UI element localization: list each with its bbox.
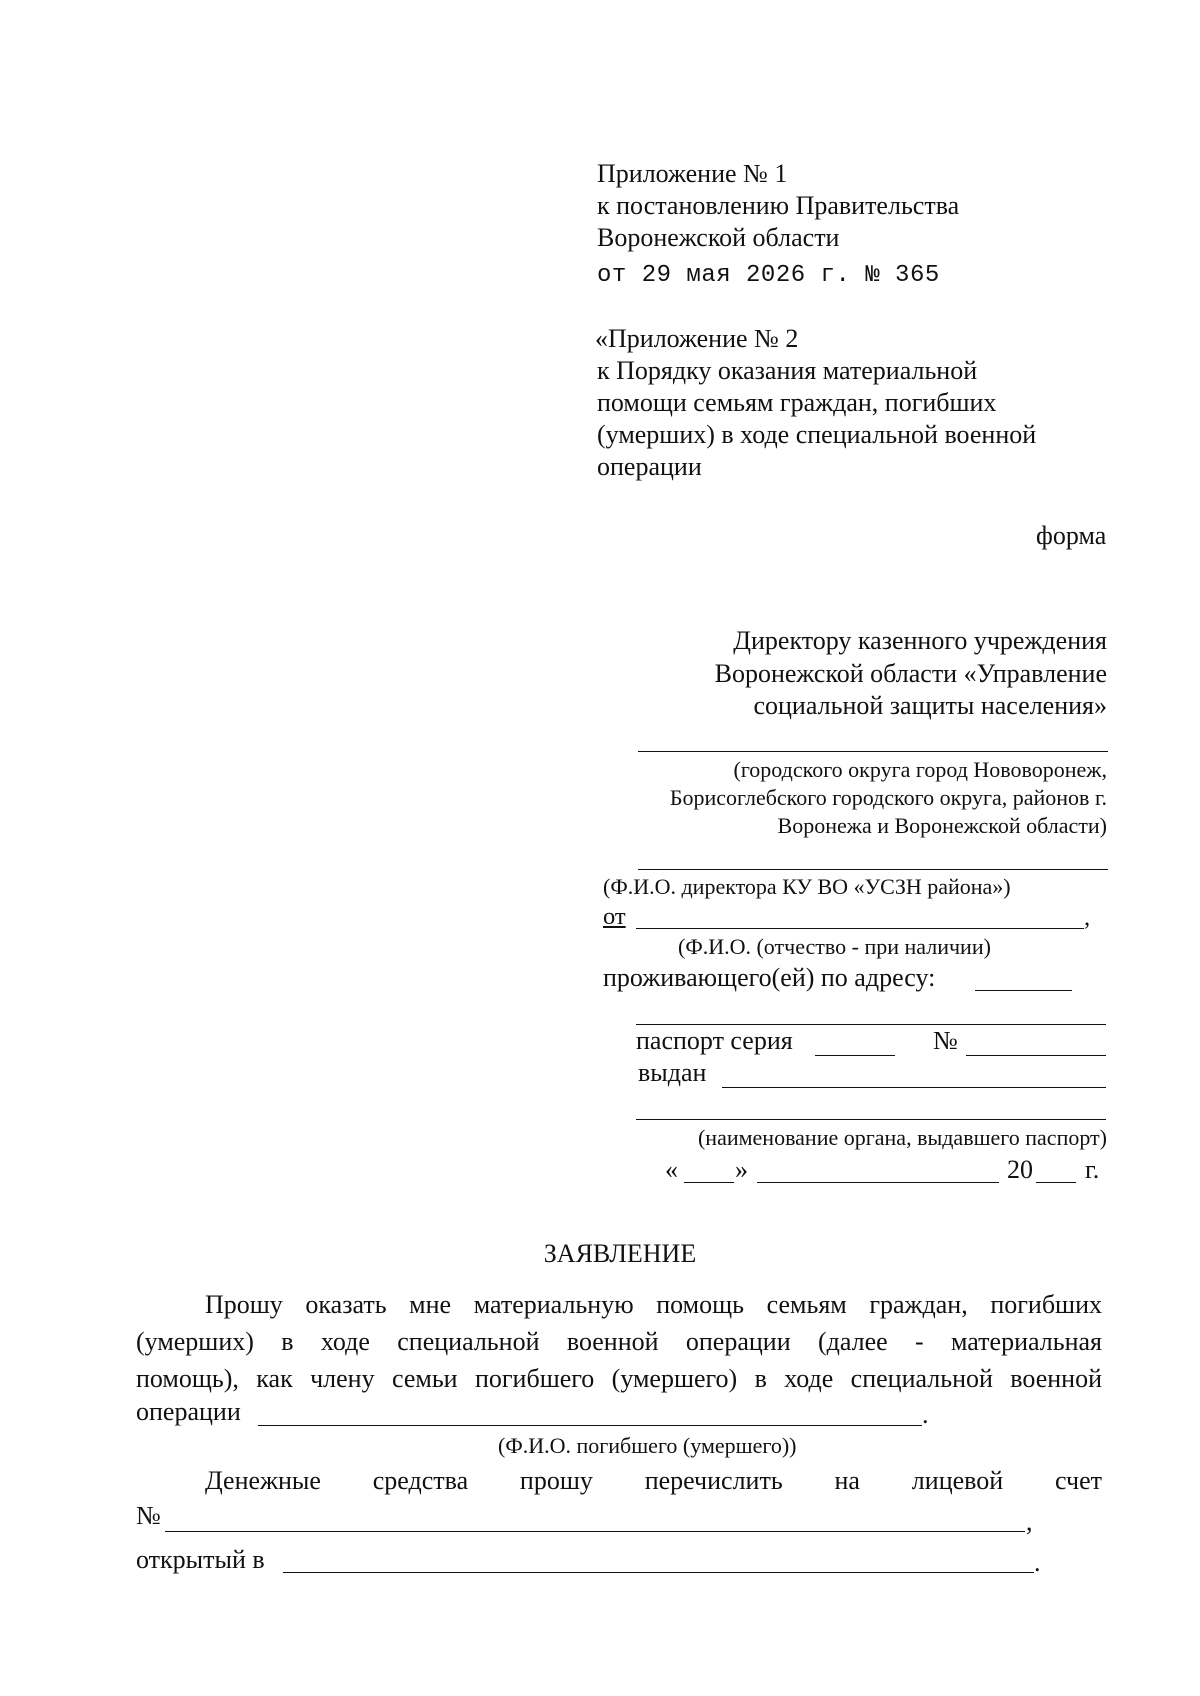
appendix2-line-4: (умерших) в ходе специальной военной: [597, 420, 1037, 449]
addressee-line-1: Директору казенного учреждения: [733, 626, 1107, 655]
para1-line-2: (умерших) в ходе специальной военной операции (далее - материальная: [136, 1327, 1102, 1356]
statement-title: ЗАЯВЛЕНИЕ: [543, 1239, 697, 1268]
passport-series-line[interactable]: [815, 1055, 895, 1056]
appendix1-line-2: к постановлению Правительства: [597, 191, 960, 220]
year-prefix: 20: [1007, 1155, 1033, 1184]
address-line-1[interactable]: [975, 990, 1072, 991]
appendix2-line-2: к Порядку оказания материальной: [597, 356, 978, 385]
date-day-line[interactable]: [684, 1182, 734, 1183]
district-hint-3: Воронежа и Воронежской области): [777, 813, 1107, 838]
deceased-fio-line[interactable]: [258, 1425, 922, 1426]
para2-line: Денежные средства прошу перечислить на лицевой счет: [205, 1466, 1102, 1495]
district-hint-1: (городского округа город Нововоронеж,: [733, 757, 1107, 782]
from-label: от: [603, 903, 626, 930]
addressee-line-2: Воронежской области «Управление: [714, 659, 1107, 688]
appendix2-line-5: операции: [597, 452, 702, 481]
issued-line-2[interactable]: [636, 1119, 1106, 1120]
district-blank-line[interactable]: [638, 751, 1108, 752]
from-end-comma: ,: [1084, 904, 1091, 931]
date-year-line[interactable]: [1036, 1182, 1076, 1183]
para1-end: .: [922, 1400, 929, 1429]
bank-name-line[interactable]: [283, 1572, 1034, 1573]
date-month-line[interactable]: [757, 1182, 999, 1183]
date-close-quote: »: [735, 1155, 748, 1184]
passport-series-label: паспорт серия: [636, 1026, 793, 1055]
district-hint-2: Борисоглебского городского округа, районов г.: [669, 785, 1107, 810]
decree-date-number: от 29 мая 2026 г. № 365: [597, 262, 940, 289]
account-number-line[interactable]: [165, 1531, 1025, 1532]
para1-last-word: операции: [136, 1397, 241, 1426]
deceased-hint: (Ф.И.О. погибшего (умершего)): [498, 1433, 797, 1458]
fio-hint: (Ф.И.О. (отчество - при наличии): [678, 934, 991, 959]
issuer-hint: (наименование органа, выдавшего паспорт): [697, 1125, 1107, 1150]
appendix2-line-3: помощи семьям граждан, погибших: [597, 388, 997, 417]
director-blank-line[interactable]: [638, 869, 1108, 870]
applicant-fio-line[interactable]: [636, 928, 1084, 929]
opened-end: .: [1034, 1548, 1041, 1577]
address-label: проживающего(ей) по адресу:: [603, 963, 936, 992]
para1-line-3: помощь), как члену семьи погибшего (умершего) в ходе специальной военной: [136, 1364, 1102, 1393]
opened-label: открытый в: [136, 1545, 265, 1574]
appendix2-line-1: «Приложение № 2: [595, 324, 799, 353]
account-label: №: [136, 1501, 161, 1530]
account-end-comma: ,: [1026, 1507, 1033, 1536]
form-label: форма: [1036, 521, 1107, 550]
issued-line-1[interactable]: [722, 1087, 1106, 1088]
addressee-line-3: социальной защиты населения»: [753, 691, 1107, 720]
year-suffix: г.: [1085, 1155, 1100, 1184]
appendix1-line-1: Приложение № 1: [597, 159, 788, 188]
issued-label: выдан: [638, 1058, 707, 1087]
appendix1-line-3: Воронежской области: [597, 223, 840, 252]
passport-number-label: №: [933, 1026, 958, 1055]
para1-line-1: Прошу оказать мне материальную помощь семьям граждан, погибших: [205, 1290, 1102, 1319]
director-hint: (Ф.И.О. директора КУ ВО «УСЗН района»): [603, 874, 1011, 899]
passport-number-line[interactable]: [966, 1055, 1106, 1056]
date-open-quote: «: [665, 1155, 678, 1184]
